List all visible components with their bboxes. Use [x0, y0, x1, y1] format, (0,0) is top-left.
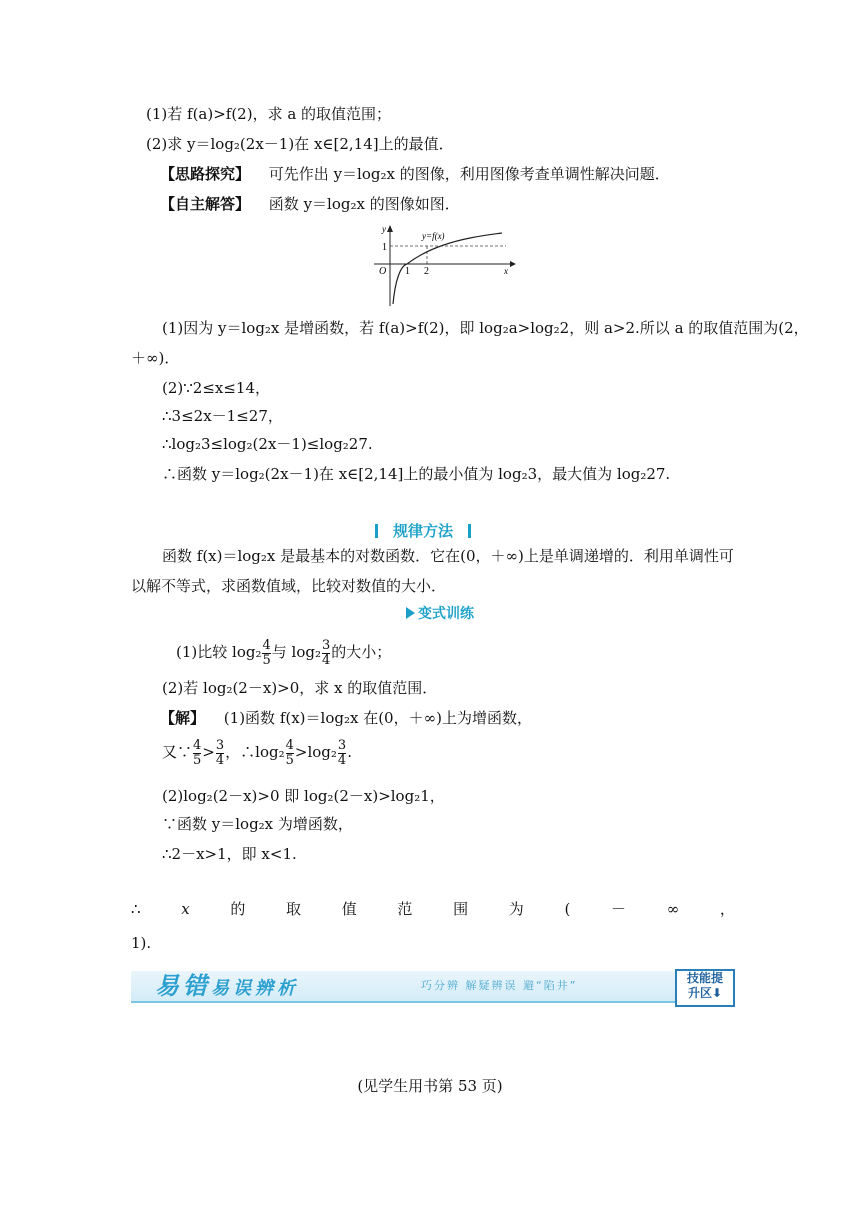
banner-title-char: 错: [183, 971, 211, 1000]
y-axis-arrow: [387, 225, 393, 232]
final-token: 值: [341, 900, 357, 918]
log-function-graph: [370, 222, 520, 308]
answer-label: 【自主解答】: [160, 195, 251, 213]
x-axis-label: x: [504, 266, 508, 276]
tick-label-x1: 1: [405, 266, 410, 277]
variant-question1: [176, 636, 391, 668]
page-reference-footer: (见学生用书第 53 页): [357, 1077, 503, 1095]
analysis-paragraph: [160, 164, 670, 184]
fraction-denominator: 5: [285, 752, 294, 768]
variant-sol2-end: .: [347, 743, 352, 761]
skill-area-badge: [675, 969, 735, 1007]
method-line1: 函数 f(x)＝log₂x 是最基本的对数函数．它在(0，＋∞)上是单调递增的．利用单调性可: [162, 547, 734, 565]
method-section-tag: 规律方法: [369, 520, 477, 542]
fraction-numerator: 3: [215, 737, 225, 753]
fraction-3-4: [216, 739, 224, 768]
final-token: ，: [719, 900, 735, 918]
final-token: 取: [286, 900, 302, 918]
variant-tag-label: 变式训练: [418, 606, 474, 622]
analysis-label: 【思路探究】: [160, 165, 251, 183]
variant-solution-line2: 又∵ $\frac{4}{5}$ > $\frac{3}{4}$ ，∴log₂ $\frac{4}{5}$ >log₂ $\frac{3}{4}$ .: [162, 737, 352, 768]
y-axis-label: y: [382, 224, 386, 234]
final-token: 围: [453, 900, 469, 918]
variant-solution-line1: [160, 708, 532, 728]
variant-sol2-prefix: 又∵: [162, 743, 193, 761]
origin-label: O: [379, 266, 387, 277]
answer-text: 函数 y＝log₂x 的图像如图．: [268, 195, 460, 213]
error-analysis-banner: [131, 971, 735, 1003]
fraction-numerator: 3: [337, 737, 347, 753]
fraction-numerator: 4: [262, 637, 271, 653]
fraction-4-5: [262, 639, 270, 668]
variant-section-tag: [406, 604, 474, 624]
problem-part2: (2)求 y＝log₂(2x－1)在 x∈[2,14]上的最值．: [146, 135, 454, 153]
variant-q1-prefix: (1)比较 log₂: [176, 643, 262, 661]
fraction-denominator: 4: [337, 752, 347, 768]
fraction-numerator: 3: [321, 637, 331, 653]
tick-label-x2: 2: [424, 266, 429, 277]
analysis-text: 可先作出 y＝log₂x 的图像，利用图像考查单调性解决问题．: [268, 165, 670, 183]
solution-line1b: ＋∞)．: [131, 349, 180, 367]
solution-line2: (2)∵2≤x≤14，: [162, 379, 271, 397]
variant-sol2-mid2: >log₂: [294, 743, 337, 761]
final-token: 为: [508, 900, 524, 918]
solution-line1: (1)因为 y＝log₂x 是增函数，若 f(a)>f(2)，即 log₂a>log₂2，则 a>2.所以 a 的取值范围为(2，: [162, 319, 809, 337]
fraction-3-4: [322, 639, 330, 668]
variant-q1-suffix: 的大小；: [331, 643, 392, 661]
fraction-4-5: [193, 739, 201, 768]
x-axis-arrow: [510, 261, 516, 267]
problem-part1: (1)若 f(a)>f(2)，求 a 的取值范围；: [146, 105, 392, 123]
play-triangle-icon: [406, 607, 415, 619]
fraction-denominator: 4: [321, 652, 331, 668]
banner-title-rest: 易误辨析: [211, 978, 299, 999]
banner-title: [155, 972, 299, 1003]
final-token: －: [611, 900, 627, 918]
fraction-denominator: 4: [215, 752, 225, 768]
final-token: ∴: [131, 900, 141, 918]
fraction-denominator: 5: [262, 652, 271, 668]
solution-label: 【解】: [160, 709, 206, 727]
variant-solution-line4: ∵函数 y＝log₂x 为增函数，: [162, 815, 353, 833]
solution-line5: ∴函数 y＝log₂(2x－1)在 x∈[2,14]上的最小值为 log₂3，最大值为 log₂27.: [162, 465, 671, 483]
solution-line4: ∴log₂3≤log₂(2x－1)≤log₂27.: [162, 435, 373, 453]
method-line2: 以解不等式，求函数值域，比较对数值的大小．: [131, 577, 447, 595]
skill-badge-line1: 技能提: [686, 971, 723, 985]
final-token: x: [181, 900, 190, 918]
final-token: 的: [230, 900, 246, 918]
curve-label: y=f(x): [422, 231, 445, 241]
variant-sol2-mid: ，∴log₂: [225, 743, 285, 761]
final-token: 范: [397, 900, 413, 918]
fraction-3-4: [338, 739, 346, 768]
fraction-numerator: 4: [285, 737, 294, 753]
variant-solution-line5: ∴2－x>1，即 x<1.: [162, 845, 297, 863]
banner-title-char: 易: [155, 971, 183, 1000]
final-token: (: [564, 900, 571, 918]
skill-badge-line2: 升区⬇: [687, 986, 723, 1000]
variant-sol1-text: (1)函数 f(x)＝log₂x 在(0，＋∞)上为增函数，: [223, 709, 532, 727]
final-answer-end: 1).: [131, 934, 152, 952]
final-answer-spread-line: [131, 899, 735, 919]
fraction-denominator: 5: [193, 752, 202, 768]
banner-subtitle: 巧分辨 解疑辨误 避“陷井”: [421, 979, 578, 992]
variant-solution-line3: (2)log₂(2－x)>0 即 log₂(2－x)>log₂1，: [162, 787, 445, 805]
fraction-numerator: 4: [193, 737, 202, 753]
final-token: ∞: [666, 900, 680, 918]
variant-question2: (2)若 log₂(2－x)>0，求 x 的取值范围．: [162, 679, 438, 697]
answer-paragraph: [160, 194, 460, 214]
solution-line3: ∴3≤2x－1≤27，: [162, 407, 283, 425]
variant-q1-mid: 与 log₂: [271, 643, 321, 661]
fraction-4-5: [286, 739, 294, 768]
tick-label-y1: 1: [382, 242, 387, 253]
